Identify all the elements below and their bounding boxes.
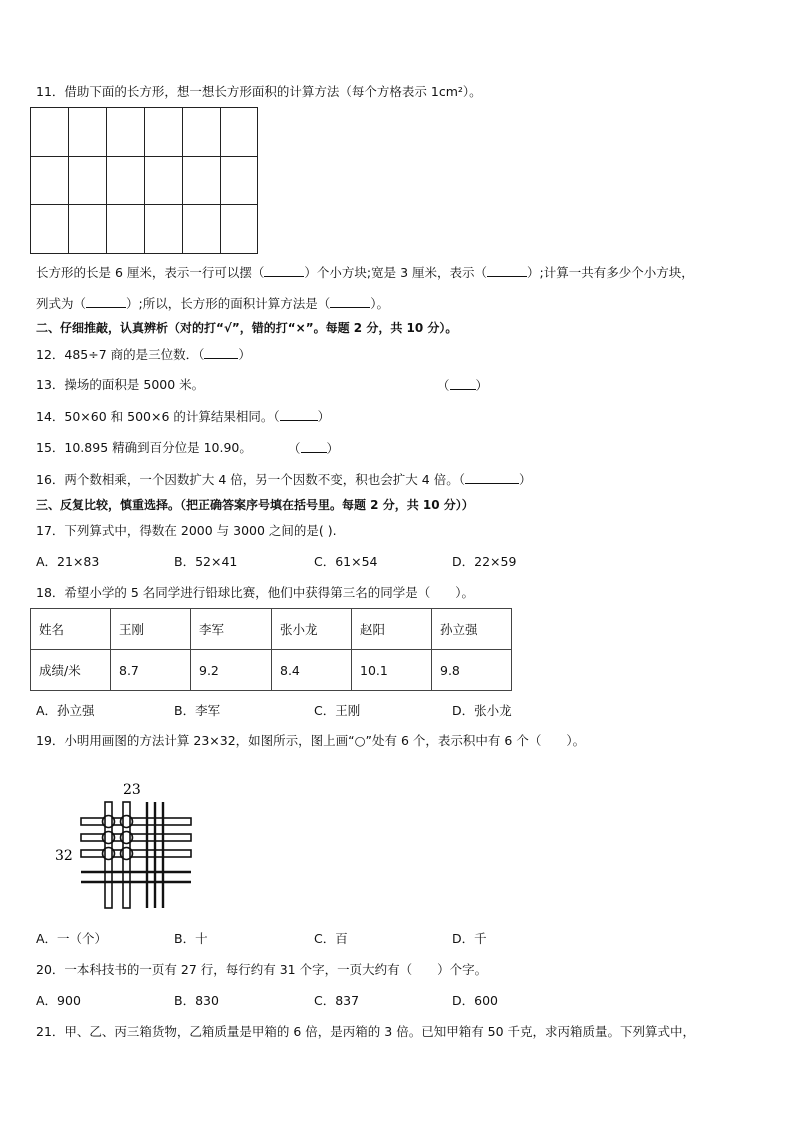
section-3-title: 三、反复比较，慎重选择。（把正确答案序号填在括号里。每题 2 分，共 10 分））: [36, 498, 474, 512]
q15-blank[interactable]: [301, 440, 327, 453]
q17-stem: 17．下列算式中，得数在 2000 与 3000 之间的是( ).: [36, 523, 337, 538]
q17-option-c[interactable]: C．61×54: [314, 554, 378, 569]
q16-end: ）: [518, 472, 532, 487]
score-table-cell: 9.8: [432, 650, 512, 691]
q11-line2: [36, 295, 389, 312]
score-table-data-row: [31, 650, 512, 691]
q13-blank[interactable]: [450, 377, 476, 390]
q13-text: 13．操场的面积是 5000 米。: [36, 377, 205, 392]
score-table-cell: 10.1: [352, 650, 432, 691]
q15-answer: [288, 440, 339, 457]
q18-option-a[interactable]: A．孙立强: [36, 703, 95, 718]
q20-option-c[interactable]: C．837: [314, 993, 360, 1008]
q11-blank-3[interactable]: [86, 295, 126, 308]
q17-option-d[interactable]: D．22×59: [452, 554, 517, 569]
score-table-cell: 赵阳: [352, 609, 432, 650]
score-table-header-row: [31, 609, 512, 650]
q11-line2-c: ）。: [370, 296, 389, 311]
multiplication-lines-figure: [55, 778, 195, 913]
q20-option-a[interactable]: A．900: [36, 993, 81, 1008]
q17-option-a[interactable]: A．21×83: [36, 554, 100, 569]
q18-option-d[interactable]: D．张小龙: [452, 703, 512, 718]
q20-stem: 20．一本科技书的一页有 27 行，每行约有 31 个字，一页大约有（ ）个字。: [36, 962, 488, 977]
q11-line1: [36, 264, 694, 281]
q18-option-c[interactable]: C．王刚: [314, 703, 361, 718]
q13-paren-close: ）: [475, 378, 489, 393]
q11-blank-4[interactable]: [330, 295, 370, 308]
q21-stem: 21．甲、乙、丙三箱货物，乙箱质量是甲箱的 6 倍，是丙箱的 3 倍。已知甲箱有 50 千克，求丙箱质量。下列算式中，: [36, 1024, 696, 1039]
q19-option-c[interactable]: C．百: [314, 931, 348, 946]
score-table-cell: 李军: [191, 609, 272, 650]
q11-line2-a: 列式为（: [36, 296, 87, 311]
q13-answer: [437, 377, 488, 394]
rectangle-grid: [30, 107, 258, 254]
q11-line2-b: ）;所以，长方形的面积计算方法是（: [126, 296, 331, 311]
q19-option-d[interactable]: D．千: [452, 931, 487, 946]
q14-text: 14．50×60 和 500×6 的计算结果相同。（: [36, 409, 280, 424]
q11-line1-a: 长方形的长是 6 厘米，表示一行可以摆（: [36, 265, 265, 280]
score-table-cell: 8.7: [111, 650, 191, 691]
q19-stem: 19．小明用画图的方法计算 23×32，如图所示，图上画“○”处有 6 个，表示积中有 6 个（ ）。: [36, 733, 586, 748]
q18-option-b[interactable]: B．李军: [174, 703, 221, 718]
q19-option-a[interactable]: A．一（个）: [36, 931, 108, 946]
score-table-cell: 张小龙: [272, 609, 352, 650]
q18-stem: 18．希望小学的 5 名同学进行铅球比赛，他们中获得第三名的同学是（ ）。: [36, 585, 475, 600]
q15-text: 15．10.895 精确到百分位是 10.90。: [36, 440, 252, 455]
q11-blank-2[interactable]: [487, 264, 527, 277]
q17-option-b[interactable]: B．52×41: [174, 554, 238, 569]
q16-blank[interactable]: [465, 471, 519, 484]
score-table-cell: 9.2: [191, 650, 272, 691]
score-table-cell: 王刚: [111, 609, 191, 650]
score-table-cell: 孙立强: [432, 609, 512, 650]
section-2-title: 二、仔细推敲，认真辨析（对的打“√”，错的打“×”。每题 2 分，共 10 分）。: [36, 321, 458, 335]
horizontal-tens-bars: [81, 818, 191, 857]
q15: [36, 440, 252, 456]
horizontal-unit-lines: [81, 872, 191, 882]
q11-line1-b: ）个小方块;宽是 3 厘米，表示（: [304, 265, 488, 280]
figure-left-label: 32: [55, 848, 73, 864]
score-table: [30, 608, 512, 691]
q11-stem: 11．借助下面的长方形，想一想长方形面积的计算方法（每个方格表示 1cm²）。: [36, 84, 482, 99]
q16: [36, 471, 531, 488]
q19-option-b[interactable]: B．十: [174, 931, 208, 946]
q12-end: ）: [238, 347, 251, 362]
q12: [36, 346, 251, 363]
q20-option-b[interactable]: B．830: [174, 993, 219, 1008]
q13: [36, 377, 204, 393]
score-table-cell: 8.4: [272, 650, 352, 691]
q15-paren-open: （: [288, 441, 301, 456]
q13-paren-open: （: [437, 378, 450, 393]
q12-blank[interactable]: [204, 346, 238, 359]
q14-end: ）: [317, 409, 331, 424]
q14: [36, 408, 330, 425]
q20-option-d[interactable]: D．600: [452, 993, 498, 1008]
q15-paren-close: ）: [326, 441, 340, 456]
score-table-cell: 姓名: [31, 609, 111, 650]
q11-blank-1[interactable]: [264, 264, 304, 277]
score-table-cell: 成绩/米: [31, 650, 111, 691]
figure-top-label: 23: [123, 782, 141, 798]
q16-text: 16．两个数相乘，一个因数扩大 4 倍，另一个因数不变，积也会扩大 4 倍。（: [36, 472, 465, 487]
q12-text: 12．485÷7 商的是三位数．（: [36, 347, 205, 362]
q14-blank[interactable]: [280, 408, 318, 421]
q11-line1-c: ）;计算一共有多少个小方块，: [527, 265, 694, 280]
